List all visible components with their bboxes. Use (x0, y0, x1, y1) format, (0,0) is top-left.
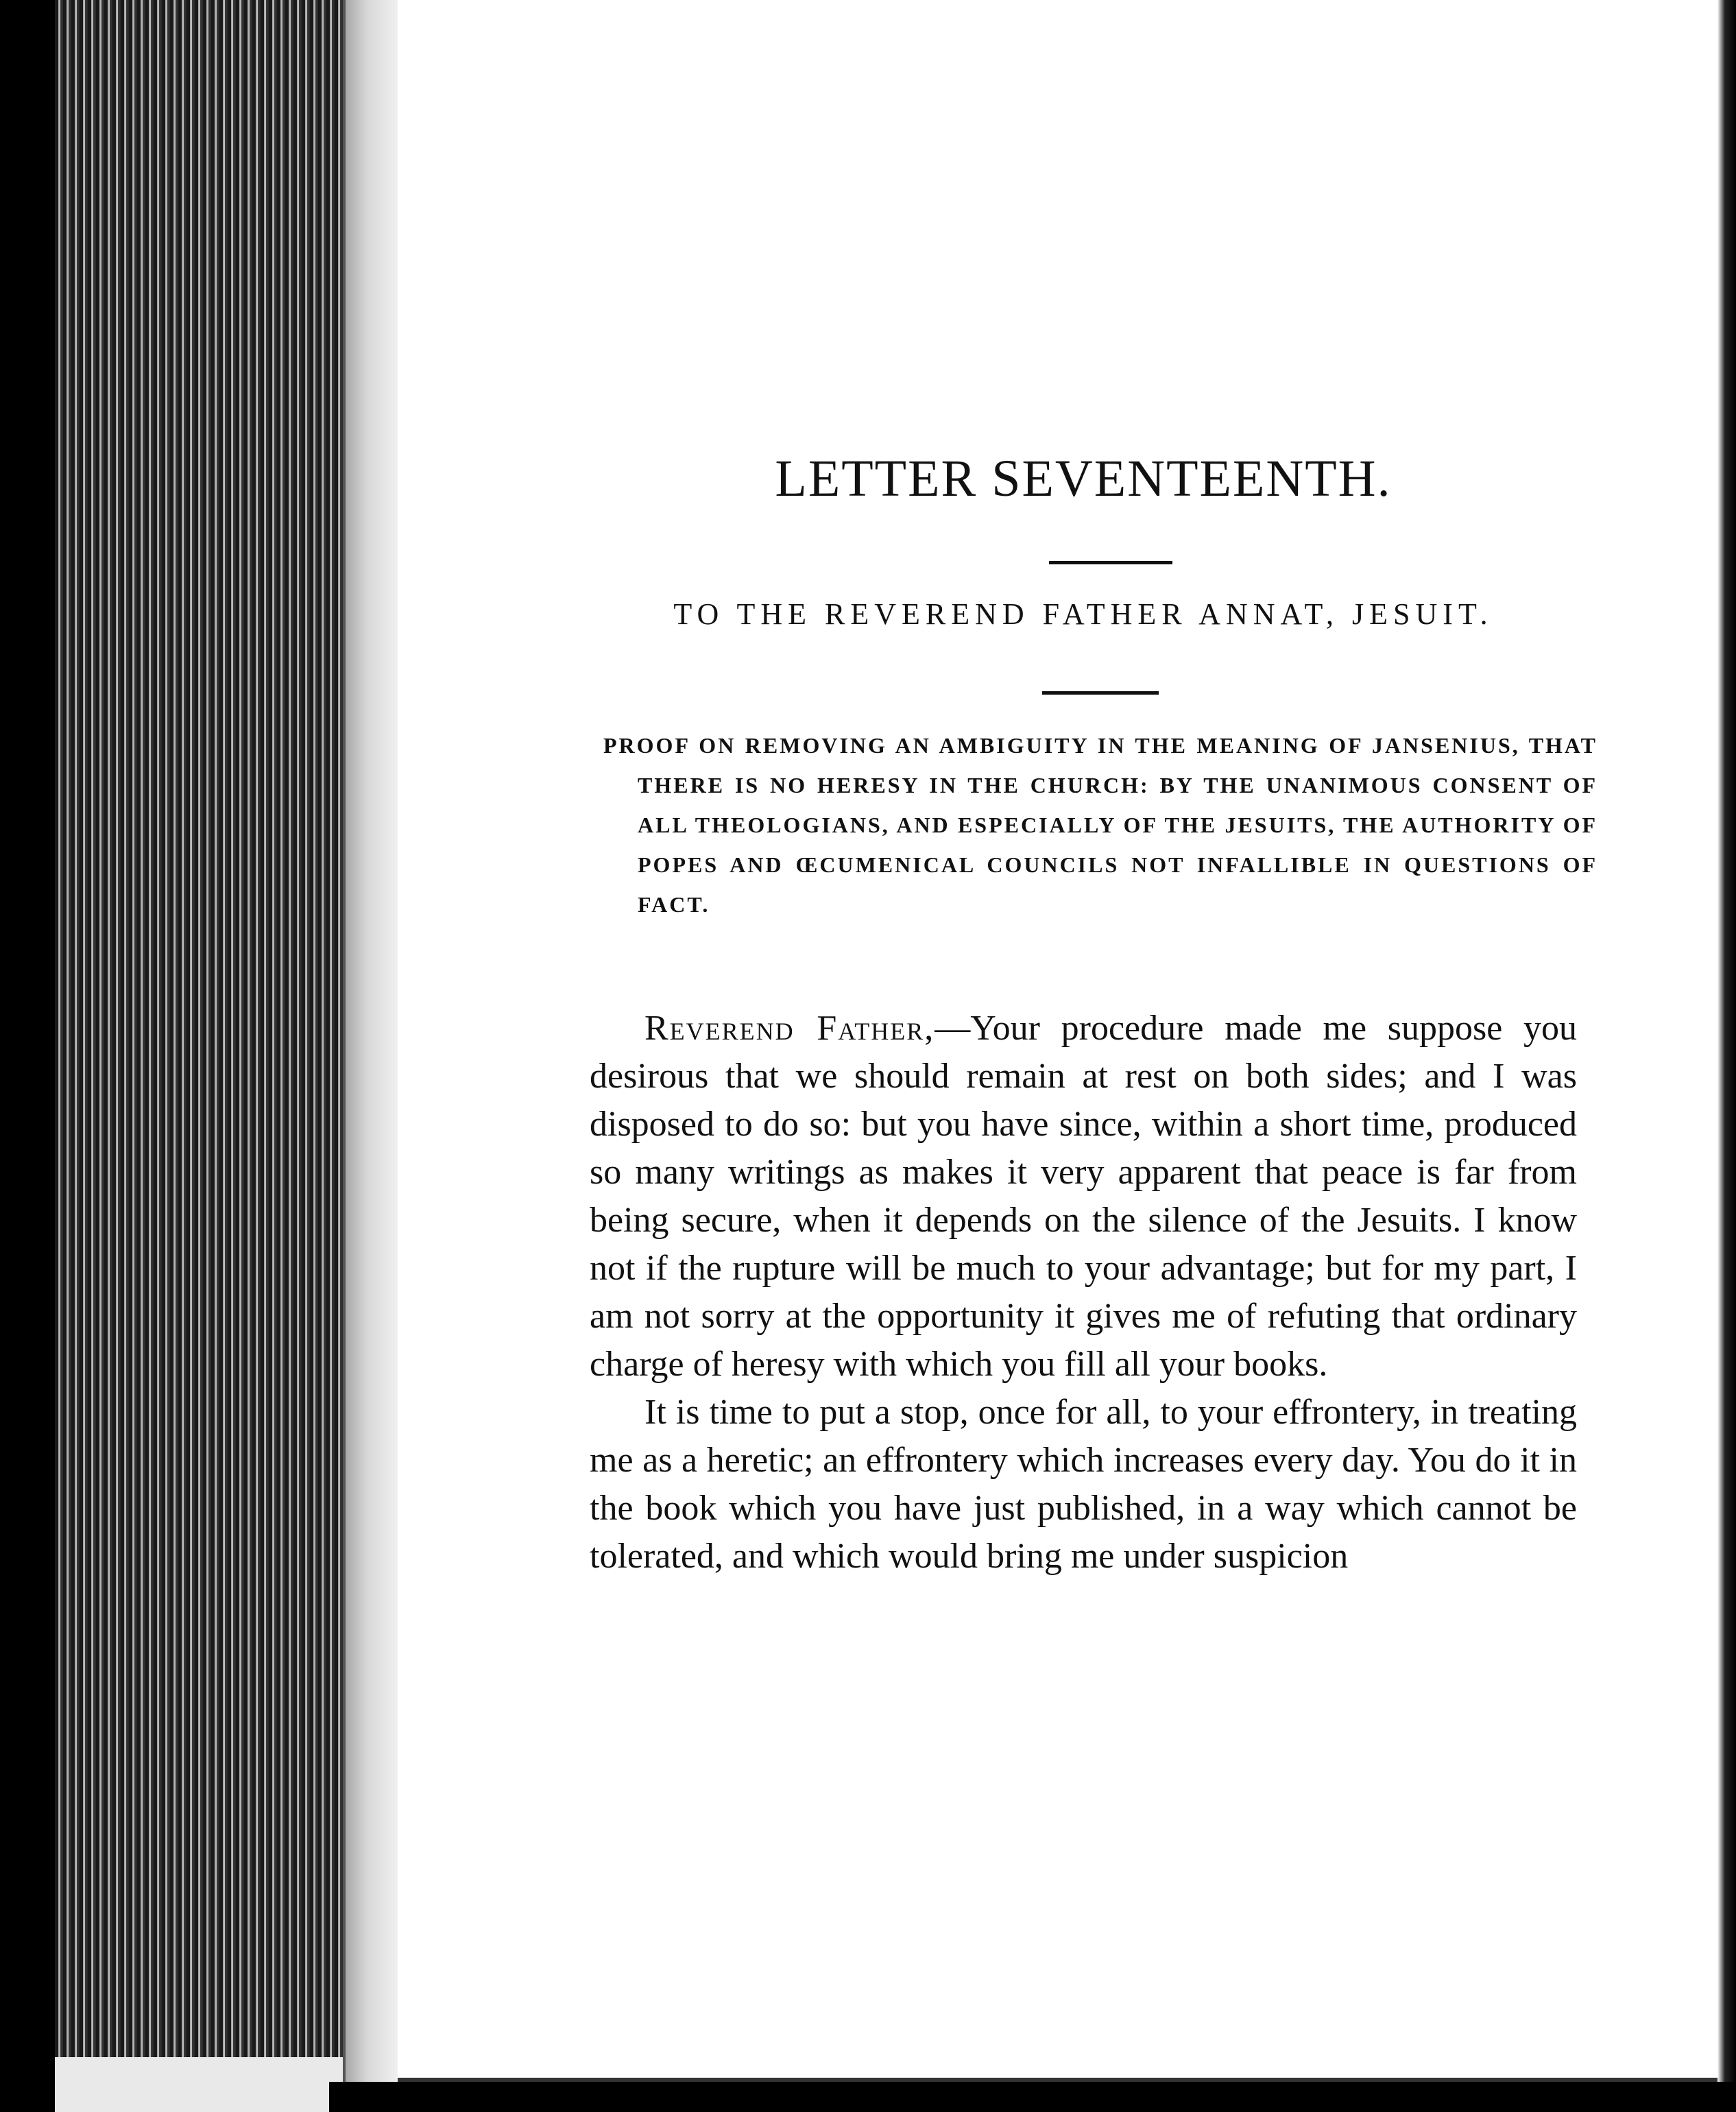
letter-addressee: TO THE REVEREND FATHER ANNAT, JESUIT. (673, 597, 1493, 631)
letter-summary: PROOF ON REMOVING AN AMBIGUITY IN THE MEANING OF JANSENIUS, THAT THERE IS NO HERESY IN THE CHURCH: BY THE UNANIMOUS CONSENT OF ALL THEOLOGIANS, AND ESPECIALLY OF THE JESUITS, THE AUTHORITY OF POPES AND ŒCUMENICAL COUNCILS NOT INFALLIBLE IN QUESTIONS OF FACT. (603, 733, 1598, 917)
salutation: Reverend Father, (644, 1009, 935, 1048)
scan-border-right (1717, 0, 1736, 2112)
body-paragraph (590, 1005, 1577, 1389)
page-gutter (343, 0, 400, 2085)
title-rule (1049, 561, 1172, 564)
paragraph-text: —Your procedure made me suppose you desirous that we should remain at rest on both sides; and I was disposed to do so: but you have since, within a short time, produced so many writings as makes it very apparent that peace is far from being secure, when it depends on the silence of the Jesuits. I know not if the rupture will be much to your advantage; but for my part, I am not sorry at the opportunity it gives me of refuting that ordinary charge of heresy with which you fill all your books. (590, 1009, 1577, 1384)
scan-border-left (0, 0, 55, 2112)
letter-title: LETTER SEVENTEENTH. (775, 450, 1392, 507)
body-paragraph: It is time to put a stop, once for all, to your effrontery, in treating me as a heretic; an effrontery which increases every day. You do it in the book which you have just published, in a way which cannot be tolerated, and which would bring me under suspicion (590, 1393, 1577, 1576)
addressee-rule (1042, 691, 1159, 695)
letter-body (590, 1005, 1577, 1581)
scan-border-bottom (329, 2082, 1736, 2112)
book-page-edges (55, 0, 343, 2112)
